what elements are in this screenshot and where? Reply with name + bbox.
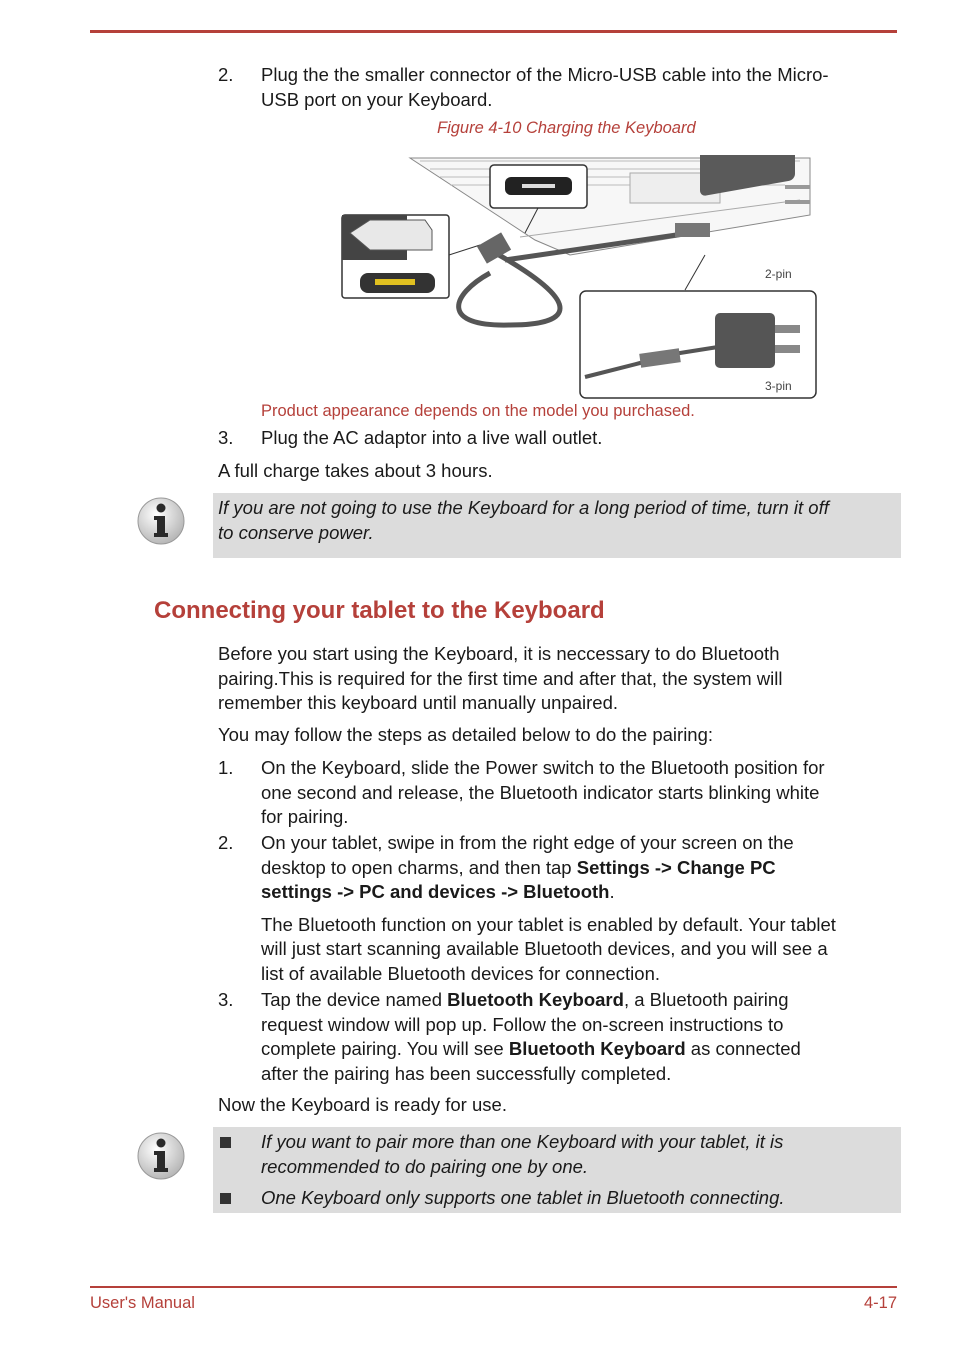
step-number: 1. bbox=[218, 757, 234, 778]
note-box bbox=[213, 493, 901, 558]
step-text: Plug the AC adaptor into a live wall outlet. bbox=[261, 427, 603, 448]
paragraph-line: pairing.This is required for the first time and after that, the system will bbox=[218, 667, 783, 689]
paragraph-line: Before you start using the Keyboard, it is neccessary to do Bluetooth bbox=[218, 643, 780, 664]
text-run: as connected bbox=[685, 1038, 801, 1059]
note-bullet-text bbox=[261, 1130, 783, 1179]
step-line bbox=[261, 880, 897, 905]
paragraph: You may follow the steps as detailed below to do the pairing: bbox=[218, 724, 714, 745]
label-3pin: 3-pin bbox=[765, 379, 792, 393]
note-bullet-text: One Keyboard only supports one tablet in Bluetooth connecting. bbox=[261, 1187, 785, 1208]
step-line: list of available Bluetooth devices for connection. bbox=[261, 962, 661, 984]
step-line: Plug the the smaller connector of the Micro-USB cable into the Micro- bbox=[261, 64, 829, 85]
step-line: for pairing. bbox=[261, 806, 349, 827]
square-bullet-icon bbox=[220, 1137, 231, 1148]
step-line bbox=[261, 988, 897, 1013]
figure-disclaimer: Product appearance depends on the model you purchased. bbox=[261, 402, 695, 420]
step-line: one second and release, the Bluetooth indicator starts blinking white bbox=[261, 781, 820, 803]
bold-menu-path: Settings -> Change PC bbox=[576, 856, 776, 878]
text-run: Tap the device named bbox=[261, 989, 448, 1010]
bold-menu-path: settings -> PC and devices -> Bluetooth bbox=[261, 881, 610, 902]
note-box bbox=[213, 1127, 901, 1213]
step-line: USB port on your Keyboard. bbox=[261, 88, 493, 110]
step-line: The Bluetooth function on your tablet is enabled by default. Your tablet bbox=[261, 913, 836, 935]
step-text bbox=[261, 63, 897, 112]
info-icon bbox=[136, 1131, 186, 1181]
charging-illustration bbox=[340, 155, 820, 400]
step-line: after the pairing has been successfully completed. bbox=[261, 1062, 672, 1084]
text-run: desktop to open charms, and then tap bbox=[261, 856, 577, 878]
paragraph: A full charge takes about 3 hours. bbox=[218, 460, 493, 481]
footer-title: User's Manual bbox=[90, 1294, 195, 1312]
step-line bbox=[261, 856, 897, 881]
figure-caption: Figure 4-10 Charging the Keyboard bbox=[437, 119, 696, 137]
intro-paragraph bbox=[218, 642, 898, 716]
step-number: 3. bbox=[218, 989, 234, 1010]
step-number: 2. bbox=[218, 832, 234, 853]
note-text bbox=[218, 496, 829, 545]
step-text bbox=[261, 988, 897, 1086]
square-bullet-icon bbox=[220, 1193, 231, 1204]
page-number: 4-17 bbox=[863, 1294, 897, 1312]
note-line: If you are not going to use the Keyboard for a long period of time, turn it off bbox=[218, 497, 829, 518]
step-line: On the Keyboard, slide the Power switch to the Bluetooth position for bbox=[261, 757, 825, 778]
label-2pin: 2-pin bbox=[765, 267, 792, 281]
step-line: will just start scanning available Bluetooth devices, and you will see a bbox=[261, 938, 828, 959]
bold-device-name: Bluetooth Keyboard bbox=[447, 989, 624, 1010]
note-line: If you want to pair more than one Keyboard with your tablet, it is bbox=[261, 1131, 784, 1152]
step-text bbox=[261, 831, 897, 986]
paragraph: Now the Keyboard is ready for use. bbox=[218, 1094, 507, 1115]
step-line bbox=[261, 1037, 897, 1062]
micro-usb-plug-callout bbox=[342, 215, 480, 298]
text-run: , a Bluetooth pairing bbox=[623, 989, 789, 1010]
paragraph-line: remember this keyboard until manually unpaired. bbox=[218, 692, 619, 713]
info-icon bbox=[136, 496, 186, 546]
step-subparagraph bbox=[261, 913, 897, 987]
step-text bbox=[261, 756, 897, 830]
bottom-rule bbox=[90, 1286, 897, 1288]
text-run: complete pairing. You will see bbox=[261, 1038, 509, 1059]
top-rule bbox=[90, 30, 897, 33]
step-number: 3. bbox=[218, 427, 234, 448]
text-run: . bbox=[609, 881, 615, 902]
note-line: recommended to do pairing one by one. bbox=[261, 1155, 589, 1177]
section-heading: Connecting your tablet to the Keyboard bbox=[154, 597, 605, 624]
step-line: request window will pop up. Follow the on-screen instructions to bbox=[261, 1013, 784, 1035]
step-line: On your tablet, swipe in from the right edge of your screen on the bbox=[261, 832, 794, 853]
bold-device-name: Bluetooth Keyboard bbox=[508, 1038, 686, 1059]
note-line: to conserve power. bbox=[218, 521, 374, 543]
step-number: 2. bbox=[218, 64, 234, 85]
